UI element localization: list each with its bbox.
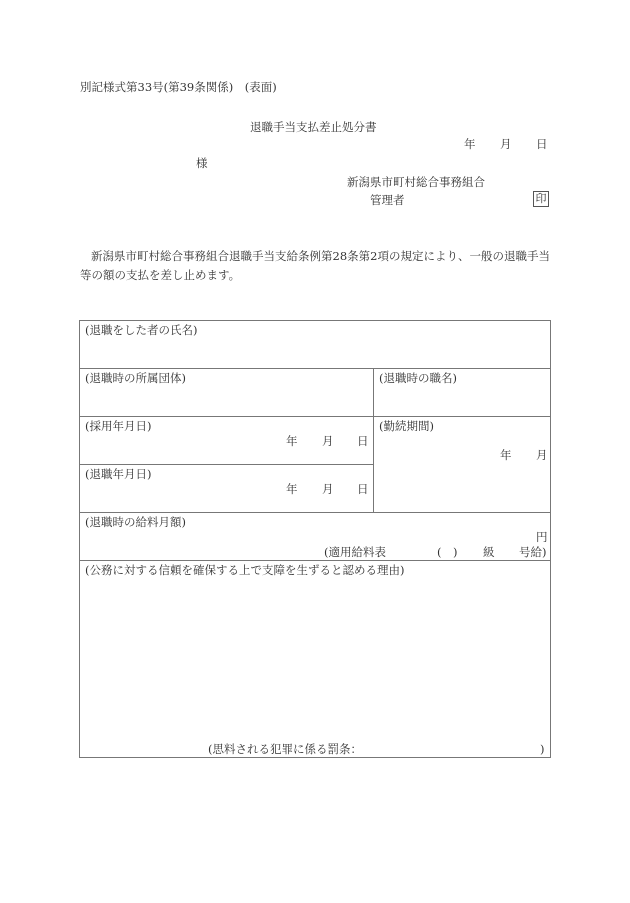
- date-day: 日: [536, 137, 548, 151]
- salary-step: 号給): [519, 545, 547, 559]
- name-label: (退職をした者の氏名): [85, 323, 198, 337]
- retire-date-day: 日: [357, 482, 369, 496]
- name-field[interactable]: [80, 337, 550, 367]
- seal-stamp-box: 印: [533, 191, 549, 207]
- position-field[interactable]: [374, 385, 550, 415]
- row-divider: [80, 416, 550, 417]
- service-year: 年: [500, 448, 512, 462]
- row-divider: [80, 512, 550, 513]
- date-year: 年: [464, 137, 476, 151]
- row-divider: [80, 368, 550, 369]
- body-text-line1: 新潟県市町村総合事務組合退職手当支給条例第28条第2項の規定により、一般の退職手当: [91, 249, 550, 263]
- row-divider: [80, 464, 373, 465]
- retire-date-month: 月: [322, 482, 334, 496]
- retire-date-year: 年: [286, 482, 298, 496]
- hire-date-label: (採用年月日): [85, 419, 152, 433]
- hire-date-month: 月: [322, 434, 334, 448]
- penalty-close: ): [540, 742, 545, 756]
- issuer-org: 新潟県市町村総合事務組合: [347, 175, 485, 189]
- service-label: (勤続期間): [379, 419, 434, 433]
- form-number: 別記様式第33号(第39条関係) (表面): [80, 80, 277, 94]
- salary-unit: 円: [536, 530, 548, 544]
- penalty-label: (思料される犯罪に係る罰条：: [208, 742, 362, 756]
- row-divider: [80, 560, 550, 561]
- salary-label: (退職時の給料月額): [85, 515, 186, 529]
- org-field[interactable]: [80, 385, 372, 415]
- hire-date-day: 日: [357, 434, 369, 448]
- reason-field[interactable]: [80, 579, 550, 739]
- salary-table-label: (適用給料表: [324, 545, 386, 559]
- issuer-title: 管理者: [370, 193, 405, 207]
- salary-table-paren: ( ): [437, 545, 458, 559]
- reason-label: (公務に対する信頼を確保する上で支障を生ずると認める理由): [85, 563, 405, 577]
- recipient-suffix: 様: [196, 156, 208, 170]
- org-label: (退職時の所属団体): [85, 371, 186, 385]
- form-table: [79, 320, 551, 758]
- body-text-line2: 等の額の支払を差し止めます。: [80, 268, 241, 282]
- date-month: 月: [500, 137, 512, 151]
- hire-date-year: 年: [286, 434, 298, 448]
- document-title: 退職手当支払差止処分書: [250, 120, 377, 134]
- salary-grade: 級: [483, 545, 495, 559]
- service-month: 月: [536, 448, 548, 462]
- retire-date-label: (退職年月日): [85, 467, 152, 481]
- position-label: (退職時の職名): [379, 371, 457, 385]
